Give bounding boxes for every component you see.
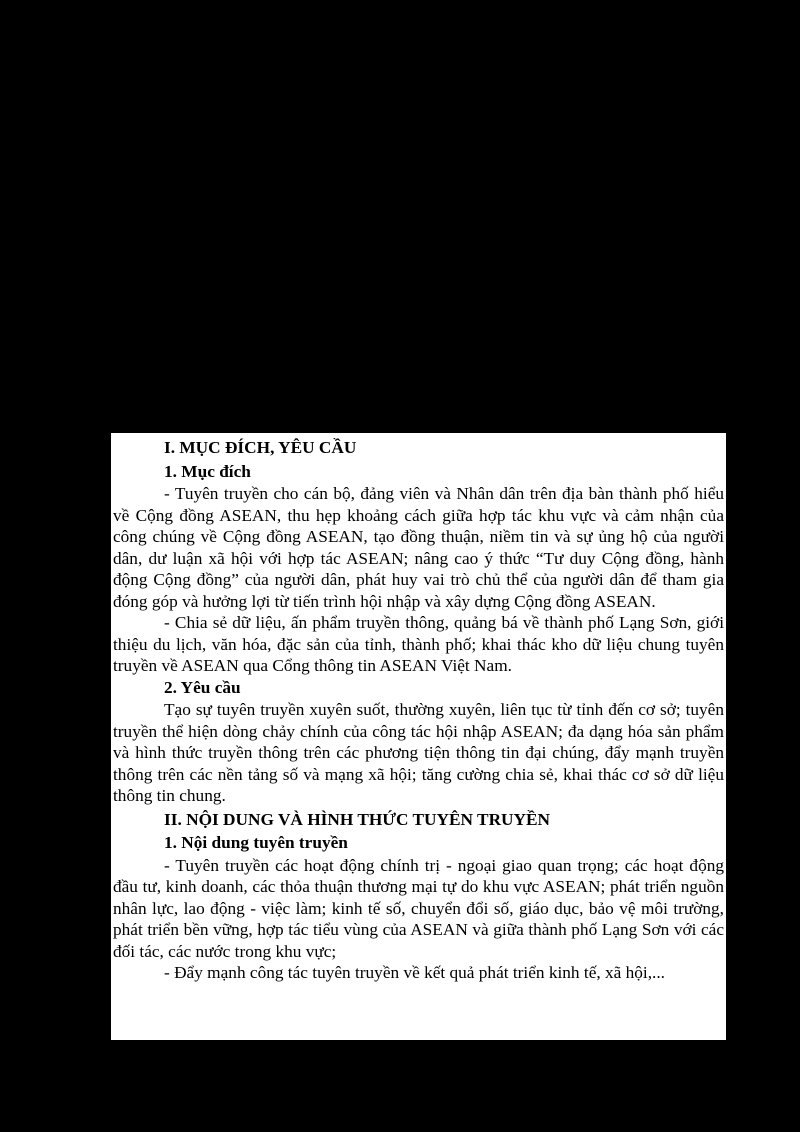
requirements-heading: 2. Yêu cầu bbox=[164, 677, 241, 697]
content-paragraph-1: - Tuyên truyền các hoạt động chính trị - ngoại giao quan trọng; các hoạt động đầu tư, kinh doanh, các thỏa thuận thương mại tự do khu vực ASEAN; phát triển nguồn nhân lực, lao động - việc làm; kinh tế số, chuyển đổi số, giáo dục, bảo vệ môi trường, phát triển bền vững, hợp tác tiểu vùng của ASEAN và giữa thành phố Lạng Sơn với các đối tác, các nước trong khu vực; bbox=[113, 855, 724, 961]
purpose-paragraph-2: - Chia sẻ dữ liệu, ấn phẩm truyền thông, quảng bá về thành phố Lạng Sơn, giới thiệu du lịch, văn hóa, đặc sản của tỉnh, thành phố; khai thác kho dữ liệu chung tuyên truyền về ASEAN qua Cổng thông tin ASEAN Việt Nam. bbox=[113, 613, 724, 675]
purpose-paragraph-1: - Tuyên truyền cho cán bộ, đảng viên và Nhân dân trên địa bàn thành phố hiểu về Cộng đồng ASEAN, thu hẹp khoảng cách giữa hợp tác khu vực và cảm nhận của công chúng về Cộng đồng ASEAN, tạo đồng thuận, niềm tin và sự ủng hộ của người dân, dư luận xã hội với hợp tác ASEAN; nâng cao ý thức “Tư duy Cộng đồng, hành động Cộng đồng” của người dân, phát huy vai trò chủ thể của người dân để tham gia đóng góp và hưởng lợi từ tiến trình hội nhập và xây dựng Cộng đồng ASEAN. bbox=[113, 484, 724, 611]
document-page bbox=[111, 433, 726, 1040]
content-heading: 1. Nội dung tuyên truyền bbox=[164, 833, 348, 852]
content-paragraph-2: - Đẩy mạnh công tác tuyên truyền về kết quả phát triển kinh tế, xã hội,... bbox=[164, 963, 666, 982]
section-1-heading: I. MỤC ĐÍCH, YÊU CẦU bbox=[164, 438, 357, 457]
section-2-heading: II. NỘI DUNG VÀ HÌNH THỨC TUYÊN TRUYỀN bbox=[164, 809, 551, 829]
requirements-paragraph: Tạo sự tuyên truyền xuyên suốt, thường xuyên, liên tục từ tỉnh đến cơ sở; tuyên truyền thể hiện dòng chảy chính của công tác hội nhập ASEAN; đa dạng hóa sản phẩm và hình thức truyền thông trên các phương tiện thông tin đại chúng, đẩy mạnh truyền thông trên các nền tảng số và mạng xã hội; tăng cường chia sẻ, khai thác cơ sở dữ liệu thông tin chung. bbox=[113, 700, 724, 805]
purpose-heading: 1. Mục đích bbox=[164, 461, 251, 481]
